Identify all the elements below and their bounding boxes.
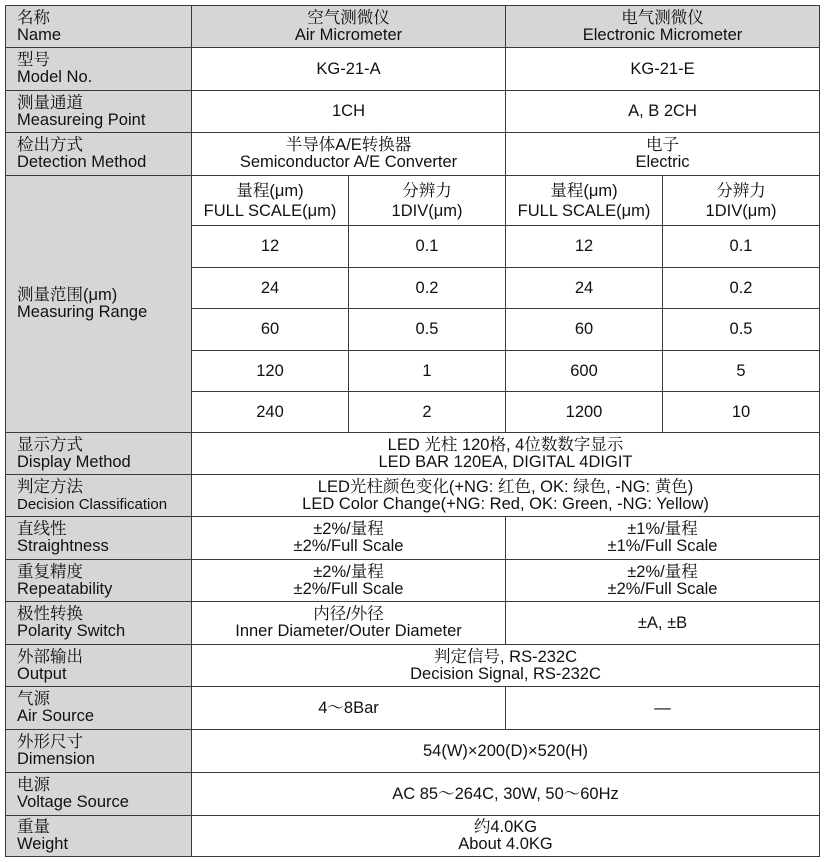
straightness-air-cell — [192, 517, 505, 559]
measuring-point-air-cell — [192, 91, 505, 132]
display-method-value-en: LED BAR 120EA, DIGITAL 4DIGIT — [378, 452, 633, 471]
repeatability-air-zh: ±2%/量程 — [313, 562, 384, 581]
straightness-label-cell — [6, 517, 191, 559]
output-label-en: Output — [17, 664, 67, 683]
measuring-point-air-value: 1CH — [331, 102, 365, 120]
air-source-electronic-cell — [506, 687, 819, 729]
measuring-range-column-header — [192, 176, 348, 225]
output-label-cell — [6, 645, 191, 686]
output-value-cell — [192, 645, 819, 686]
output-label-zh: 外部输出 — [17, 647, 83, 666]
header-electronic-micrometer — [506, 6, 819, 47]
range-cell — [192, 226, 348, 267]
output-value-zh: 判定信号, RS-232C — [433, 647, 578, 666]
range-cell — [663, 309, 819, 350]
voltage-source-label-zh: 电源 — [17, 776, 50, 794]
column-header-zh: 分辨力 — [402, 181, 452, 200]
display-method-label-cell — [6, 433, 191, 474]
output-value-en: Decision Signal, RS-232C — [410, 664, 601, 683]
straightness-electronic-zh: ±1%/量程 — [627, 520, 698, 538]
polarity-switch-label-cell — [6, 602, 191, 644]
range-cell — [349, 268, 505, 308]
weight-label-en: Weight — [17, 835, 69, 853]
dimension-value: 54(W)×200(D)×520(H) — [422, 741, 589, 760]
range-value: 0.5 — [729, 320, 753, 338]
repeatability-electronic-en: ±2%/Full Scale — [607, 579, 718, 598]
weight-value-cell — [192, 816, 819, 856]
column-header-zh: 分辨力 — [716, 181, 766, 200]
decision-classification-label-zh: 判定方法 — [17, 477, 83, 496]
range-cell — [349, 226, 505, 267]
range-cell — [192, 268, 348, 308]
column-header-zh: 量程(μm) — [236, 181, 304, 200]
air-source-label-en: Air Source — [17, 707, 95, 725]
repeatability-electronic-zh: ±2%/量程 — [627, 562, 698, 581]
model-electronic-value: KG-21-E — [630, 59, 695, 78]
measuring-range-label-en: Measuring Range — [17, 303, 148, 321]
straightness-electronic-en: ±1%/Full Scale — [607, 537, 718, 555]
measuring-range-label-cell — [6, 176, 191, 432]
range-cell — [192, 351, 348, 391]
range-cell — [663, 268, 819, 308]
repeatability-label-cell — [6, 560, 191, 601]
display-method-value-cell — [192, 433, 819, 474]
repeatability-electronic-cell — [506, 560, 819, 601]
column-header-en: 1DIV(μm) — [705, 201, 777, 220]
range-value: 0.1 — [729, 237, 753, 255]
range-value: 0.2 — [415, 278, 439, 297]
header-air-en: Air Micrometer — [294, 25, 403, 44]
range-value: 24 — [260, 278, 280, 297]
straightness-label-zh: 直线性 — [17, 520, 67, 538]
model-label-en: Model No. — [17, 68, 93, 86]
display-method-label-en: Display Method — [17, 452, 131, 471]
weight-value-zh: 约4.0KG — [473, 818, 538, 836]
measuring-range-label-zh: 测量范围(μm) — [17, 286, 118, 304]
model-label-cell — [6, 48, 191, 90]
header-air-micrometer — [192, 6, 505, 47]
spec-table — [5, 5, 820, 857]
voltage-source-label-en: Voltage Source — [17, 793, 129, 811]
weight-value-en: About 4.0KG — [458, 835, 553, 853]
air-source-electronic-value: — — [654, 698, 671, 717]
header-label-zh: 名称 — [17, 8, 50, 27]
header-electronic-en: Electronic Micrometer — [582, 25, 743, 44]
range-value: 10 — [731, 402, 751, 421]
column-header-en: FULL SCALE(μm) — [203, 201, 337, 220]
range-value: 60 — [574, 320, 594, 338]
detection-method-air-cell — [192, 133, 505, 175]
range-value: 120 — [256, 361, 284, 380]
detection-method-electronic-en: Electric — [635, 153, 690, 171]
decision-classification-label-cell — [6, 475, 191, 516]
range-cell — [663, 392, 819, 432]
decision-classification-value-cell — [192, 475, 819, 516]
range-cell — [192, 392, 348, 432]
dimension-label-zh: 外形尺寸 — [17, 733, 83, 751]
polarity-switch-label-zh: 极性转换 — [17, 605, 83, 623]
polarity-switch-electronic-value: ±A, ±B — [637, 613, 688, 632]
weight-label-zh: 重量 — [17, 818, 50, 836]
polarity-switch-electronic-cell — [506, 602, 819, 644]
air-source-air-cell — [192, 687, 505, 729]
range-value: 12 — [260, 237, 280, 255]
range-cell — [192, 309, 348, 350]
range-cell — [349, 392, 505, 432]
range-value: 1200 — [565, 402, 603, 421]
range-value: 0.5 — [415, 320, 439, 338]
measuring-point-label-en: Measureing Point — [17, 110, 146, 129]
column-header-en: FULL SCALE(μm) — [517, 201, 651, 220]
detection-method-air-en: Semiconductor A/E Converter — [239, 153, 458, 171]
display-method-label-zh: 显示方式 — [17, 435, 83, 454]
decision-classification-value-zh: LED光柱颜色变化(+NG: 红色, OK: 绿色, -NG: 黄色) — [317, 477, 694, 496]
polarity-switch-air-cell — [192, 602, 505, 644]
measuring-range-column-header — [506, 176, 662, 225]
model-label-zh: 型号 — [17, 51, 50, 69]
straightness-electronic-cell — [506, 517, 819, 559]
air-source-air-value: 4～8Bar — [318, 698, 379, 717]
polarity-switch-air-en: Inner Diameter/Outer Diameter — [235, 622, 462, 640]
range-cell — [506, 309, 662, 350]
measuring-point-label-cell — [6, 91, 191, 132]
voltage-source-label-cell — [6, 773, 191, 815]
range-value: 0.2 — [729, 278, 753, 297]
range-cell — [506, 351, 662, 391]
voltage-source-value-cell — [192, 773, 819, 815]
polarity-switch-label-en: Polarity Switch — [17, 622, 126, 640]
repeatability-label-en: Repeatability — [17, 579, 113, 598]
detection-method-electronic-zh: 电子 — [646, 136, 679, 154]
measuring-range-column-header — [663, 176, 819, 225]
detection-method-label-en: Detection Method — [17, 153, 147, 171]
repeatability-air-en: ±2%/Full Scale — [293, 579, 404, 598]
range-value: 12 — [574, 237, 594, 255]
header-air-zh: 空气测微仪 — [307, 8, 390, 27]
column-header-en: 1DIV(μm) — [391, 201, 463, 220]
range-value: 1 — [422, 361, 432, 380]
model-air-value: KG-21-A — [316, 59, 381, 78]
header-electronic-zh: 电气测微仪 — [621, 8, 704, 27]
display-method-value-zh: LED 光柱 120格, 4位数数字显示 — [387, 435, 624, 454]
voltage-source-value: AC 85～264C, 30W, 50～60Hz — [392, 784, 619, 803]
range-cell — [506, 268, 662, 308]
measuring-point-electronic-cell — [506, 91, 819, 132]
dimension-label-cell — [6, 730, 191, 772]
range-value: 600 — [570, 361, 598, 380]
dimension-label-en: Dimension — [17, 750, 95, 768]
air-source-label-zh: 气源 — [17, 690, 50, 708]
header-label-cell — [6, 6, 191, 47]
measuring-range-column-header — [349, 176, 505, 225]
range-cell — [349, 351, 505, 391]
weight-label-cell — [6, 816, 191, 856]
model-air-cell — [192, 48, 505, 90]
straightness-label-en: Straightness — [17, 537, 109, 555]
air-source-label-cell — [6, 687, 191, 729]
straightness-air-en: ±2%/Full Scale — [293, 537, 404, 555]
repeatability-air-cell — [192, 560, 505, 601]
model-electronic-cell — [506, 48, 819, 90]
straightness-air-zh: ±2%/量程 — [313, 520, 384, 538]
range-value: 2 — [422, 402, 432, 421]
dimension-value-cell — [192, 730, 819, 772]
range-cell — [349, 309, 505, 350]
measuring-point-label-zh: 测量通道 — [17, 93, 83, 112]
range-value: 60 — [260, 320, 280, 338]
detection-method-electronic-cell — [506, 133, 819, 175]
detection-method-label-cell — [6, 133, 191, 175]
measuring-point-electronic-value: A, B 2CH — [628, 102, 697, 120]
range-cell — [506, 392, 662, 432]
range-value: 24 — [574, 278, 594, 297]
column-header-zh: 量程(μm) — [550, 181, 618, 200]
header-label-en: Name — [17, 25, 62, 44]
range-cell — [663, 351, 819, 391]
detection-method-label-zh: 检出方式 — [17, 136, 83, 154]
decision-classification-value-en: LED Color Change(+NG: Red, OK: Green, -NG: Yellow) — [302, 494, 709, 513]
decision-classification-label-en: Decision Classification — [17, 495, 168, 513]
range-cell — [663, 226, 819, 267]
range-value: 0.1 — [415, 237, 439, 255]
detection-method-air-zh: 半导体A/E转换器 — [285, 136, 412, 154]
repeatability-label-zh: 重复精度 — [17, 562, 83, 581]
range-value: 5 — [736, 361, 746, 380]
range-value: 240 — [256, 402, 284, 421]
polarity-switch-air-zh: 内径/外径 — [313, 605, 384, 623]
range-cell — [506, 226, 662, 267]
